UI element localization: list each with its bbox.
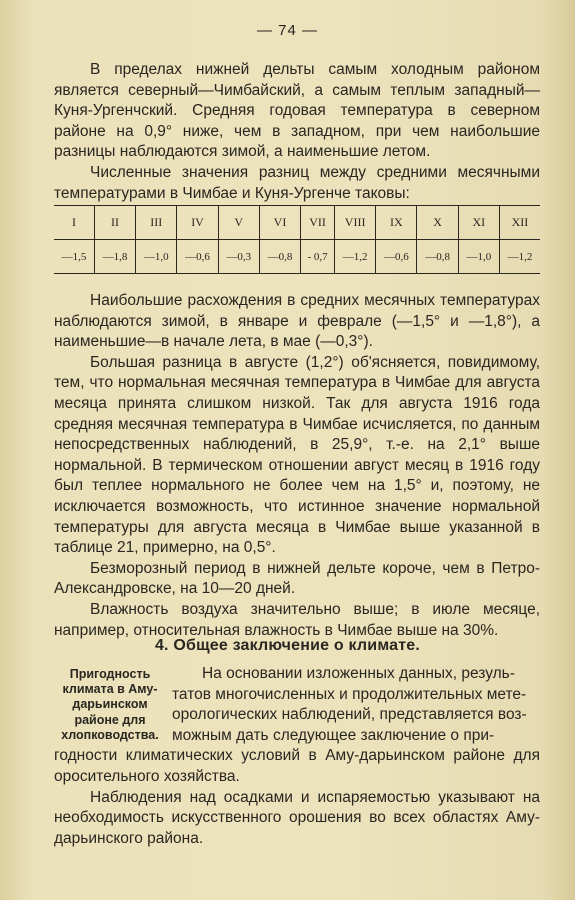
paragraph: Влажность воздуха значительно выше; в июле месяце, например, относительная влажность в Чимбае выше на 30%. [54, 600, 540, 639]
conclusion-line: татов многочисленных и продолжительных мете- [172, 685, 527, 703]
table-cell-month: VII [301, 206, 335, 240]
conclusion-line: орологических наблюдений, представляется воз- [172, 706, 527, 724]
table-cell-value: —1,2 [335, 240, 376, 274]
table-cell-value: —1,0 [136, 240, 177, 274]
table-row-differences [54, 240, 540, 274]
table-cell-value: —1,5 [61, 250, 87, 263]
conclusion-line: можным дать следующее заключение о при- [172, 726, 495, 744]
table-cell-month: VIII [335, 206, 376, 240]
table-cell-month: VI [259, 206, 300, 240]
body-text [54, 291, 540, 641]
table-cell-value: —0,6 [376, 240, 417, 274]
conclusion-lead [54, 664, 540, 746]
table-cell-value: —0,6 [177, 240, 218, 274]
table-cell-value: —1,2 [499, 240, 540, 274]
table-cell-month: IX [376, 206, 417, 240]
table-cell-month: II [94, 206, 135, 240]
temperature-difference-table [54, 205, 540, 274]
table-cell-month: III [136, 206, 177, 240]
table-cell-month: I [54, 206, 94, 240]
table-cell-value: —1,8 [94, 240, 135, 274]
table-cell-month: XI [458, 206, 499, 240]
paragraph: Большая разница в августе (1,2°) об'ясняется, повидимому, тем, что нормальная месячная температура в Чимбае для августа месяца принята слишком низкой. Так для августа 1916 года средняя месячная температура в Чимбае исчисляется, по данным непосредственных наблюдений, в 25,9°, т.-е. на 2,1° выше нормальной. В термическом отношении август месяц в 1916 году был теплее нормального не более чем на 1,5° и, поэтому, не исключается возможность, что истинное значение нормальной температуры для августа месяца в Чимбае выше указанной в таблице 21, примерно, на 0,5°. [54, 353, 540, 557]
table-cell-month: X [417, 206, 458, 240]
conclusion-line: На основании изложенных данных, резуль- [202, 665, 515, 682]
page-number: — 74 — [256, 22, 319, 39]
table-row-months [54, 206, 540, 240]
paragraph: В пределах нижней дельты самым холодным районом является северный—Чимбайский, а самым теплым западный—Куня-Ургенчский. Средняя годовая температура в северном районе на 0,9° ниже, чем в западном, при чем наибольшие разницы наблюдаются зимой, а наименьшие летом. [54, 61, 540, 161]
table-cell-month: V [218, 206, 259, 240]
table-cell-value: - 0,7 [301, 240, 335, 274]
table-cell-month: XII [499, 206, 540, 240]
table-cell-month: IV [177, 206, 218, 240]
paragraph: Безморозный период в нижней дельте короче, чем в Петро-Александровске, на 10—20 дней. [54, 559, 540, 598]
table-cell-value: —1,0 [458, 240, 499, 274]
table-cell-value: —0,8 [417, 240, 458, 274]
section-heading: 4. Общее заключение о климате. [154, 637, 421, 654]
paragraph: Наблюдения над осадками и испаряемостью указывают на необходимость искусственного орошения во всех областях Аму-дарьинского района. [54, 788, 540, 847]
table-cell-value: —0,8 [259, 240, 300, 274]
margin-note: Пригодность климата в Аму-дарьинском районе для хлопководства. [61, 667, 159, 742]
table-cell-value: —0,3 [218, 240, 259, 274]
paragraph: Наибольшие расхождения в средних месячных температурах наблюдаются зимой, в январе и феврале (—1,5° и —1,8°), а наименьшие—в начале лета, в мае (—0,3°). [54, 292, 540, 351]
paragraph: годности климатических условий в Аму-дарьинском районе для оросительного хозяйства. [54, 747, 540, 785]
conclusion-text [54, 664, 540, 849]
paragraph: Численные значения разниц между средними месячными температурами в Чимбае и Куня-Ургенче таковы: [54, 163, 540, 202]
intro-text [54, 60, 540, 204]
